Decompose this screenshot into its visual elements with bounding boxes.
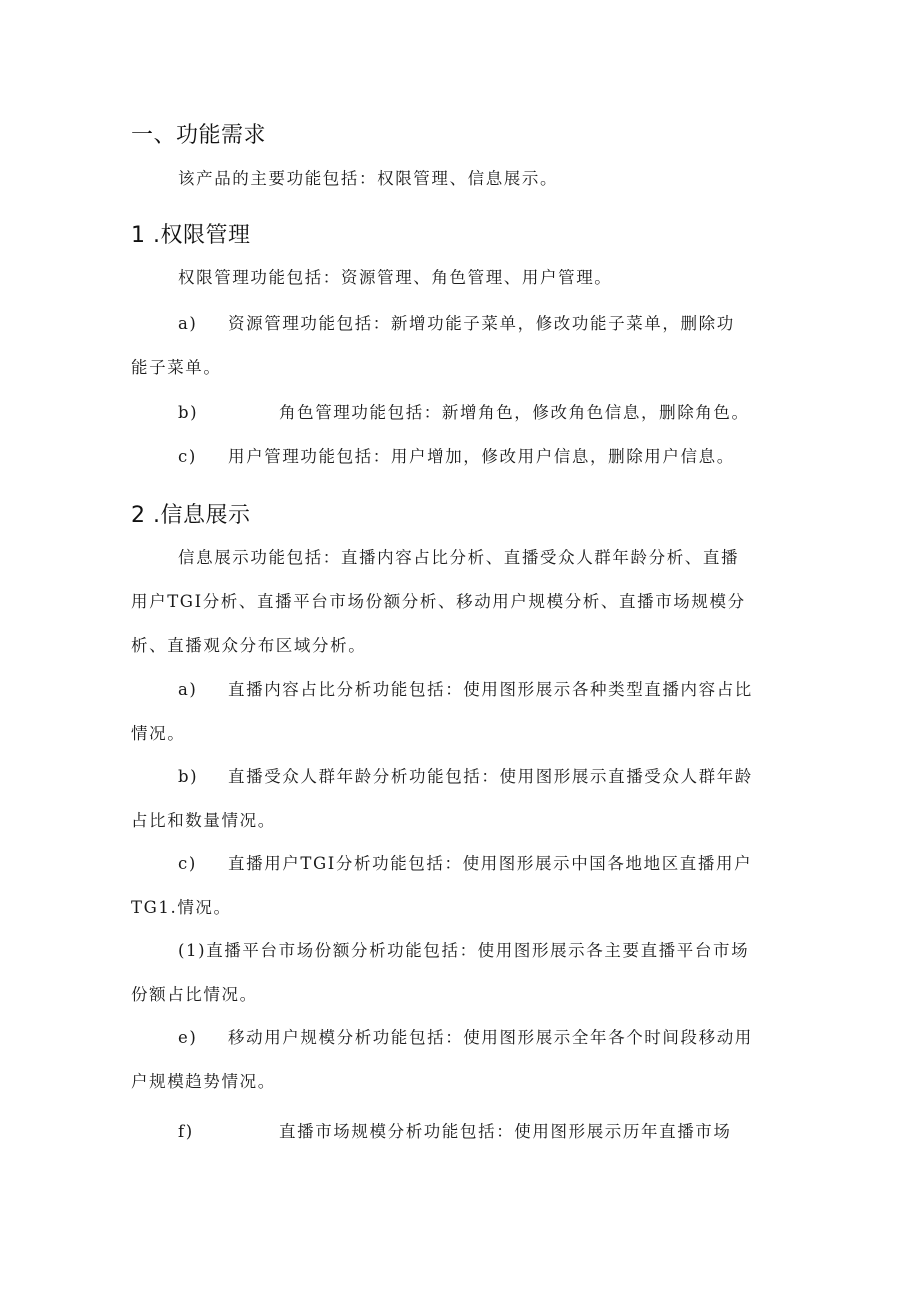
list-item-continuation: 占比和数量情况。: [131, 811, 276, 830]
list-item-text: 角色管理功能包括：新增角色，修改角色信息，删除角色。: [279, 403, 750, 422]
list-item-label: e): [178, 1028, 198, 1047]
list-item-label: c): [178, 854, 197, 873]
permission-intro: 权限管理功能包括：资源管理、角色管理、用户管理。: [178, 268, 613, 287]
list-item-continuation: 户规模趋势情况。: [131, 1072, 276, 1091]
list-item-label: c): [178, 447, 197, 466]
list-item-text: 直播用户TGI分析功能包括：使用图形展示中国各地地区直播用户: [228, 854, 753, 873]
display-intro-line1: 信息展示功能包括：直播内容占比分析、直播受众人群年龄分析、直播: [178, 548, 740, 567]
list-item-label: b): [178, 403, 199, 422]
list-item-label: a): [178, 314, 198, 333]
list-item-label: a): [178, 680, 198, 699]
display-intro-line3: 析、直播观众分布区域分析。: [131, 636, 367, 655]
list-item: [178, 769, 753, 786]
list-item-continuation: TG1.情况。: [131, 898, 232, 917]
display-intro-line2: 用户TGI分析、直播平台市场份额分析、移动用户规模分析、直播市场规模分: [131, 592, 746, 611]
section-intro: 该产品的主要功能包括：权限管理、信息展示。: [178, 169, 559, 188]
list-item-text: 用户管理功能包括：用户增加，修改用户信息，删除用户信息。: [228, 447, 735, 466]
permission-heading: 1 .权限管理: [131, 223, 251, 248]
list-item-continuation: 份额占比情况。: [131, 985, 258, 1004]
list-item: [178, 1124, 732, 1141]
list-item-continuation: 情况。: [131, 724, 186, 743]
list-item: [178, 1030, 753, 1047]
list-item: [178, 682, 753, 699]
display-heading: 2 .信息展示: [131, 503, 251, 528]
list-item-text: 移动用户规模分析功能包括：使用图形展示全年各个时间段移动用: [228, 1028, 753, 1047]
list-item-text: 直播平台市场份额分析功能包括：使用图形展示各主要直播平台市场: [206, 941, 750, 960]
list-item-text: 直播受众人群年龄分析功能包括：使用图形展示直播受众人群年龄: [228, 767, 753, 786]
list-item-label: b): [178, 767, 199, 786]
list-item-label: f): [178, 1122, 194, 1141]
list-item-text: 直播内容占比分析功能包括：使用图形展示各种类型直播内容占比: [228, 680, 753, 699]
list-item: [178, 316, 735, 333]
section-heading: 一、功能需求: [131, 123, 267, 148]
list-item: [178, 943, 749, 960]
list-item: [178, 405, 750, 422]
list-item-label: (1): [178, 941, 207, 960]
list-item: [178, 449, 735, 466]
list-item-text: 资源管理功能包括：新增功能子菜单，修改功能子菜单，删除功: [228, 314, 735, 333]
list-item-continuation: 能子菜单。: [131, 358, 222, 377]
list-item: [178, 856, 752, 873]
list-item-text: 直播市场规模分析功能包括：使用图形展示历年直播市场: [279, 1122, 732, 1141]
